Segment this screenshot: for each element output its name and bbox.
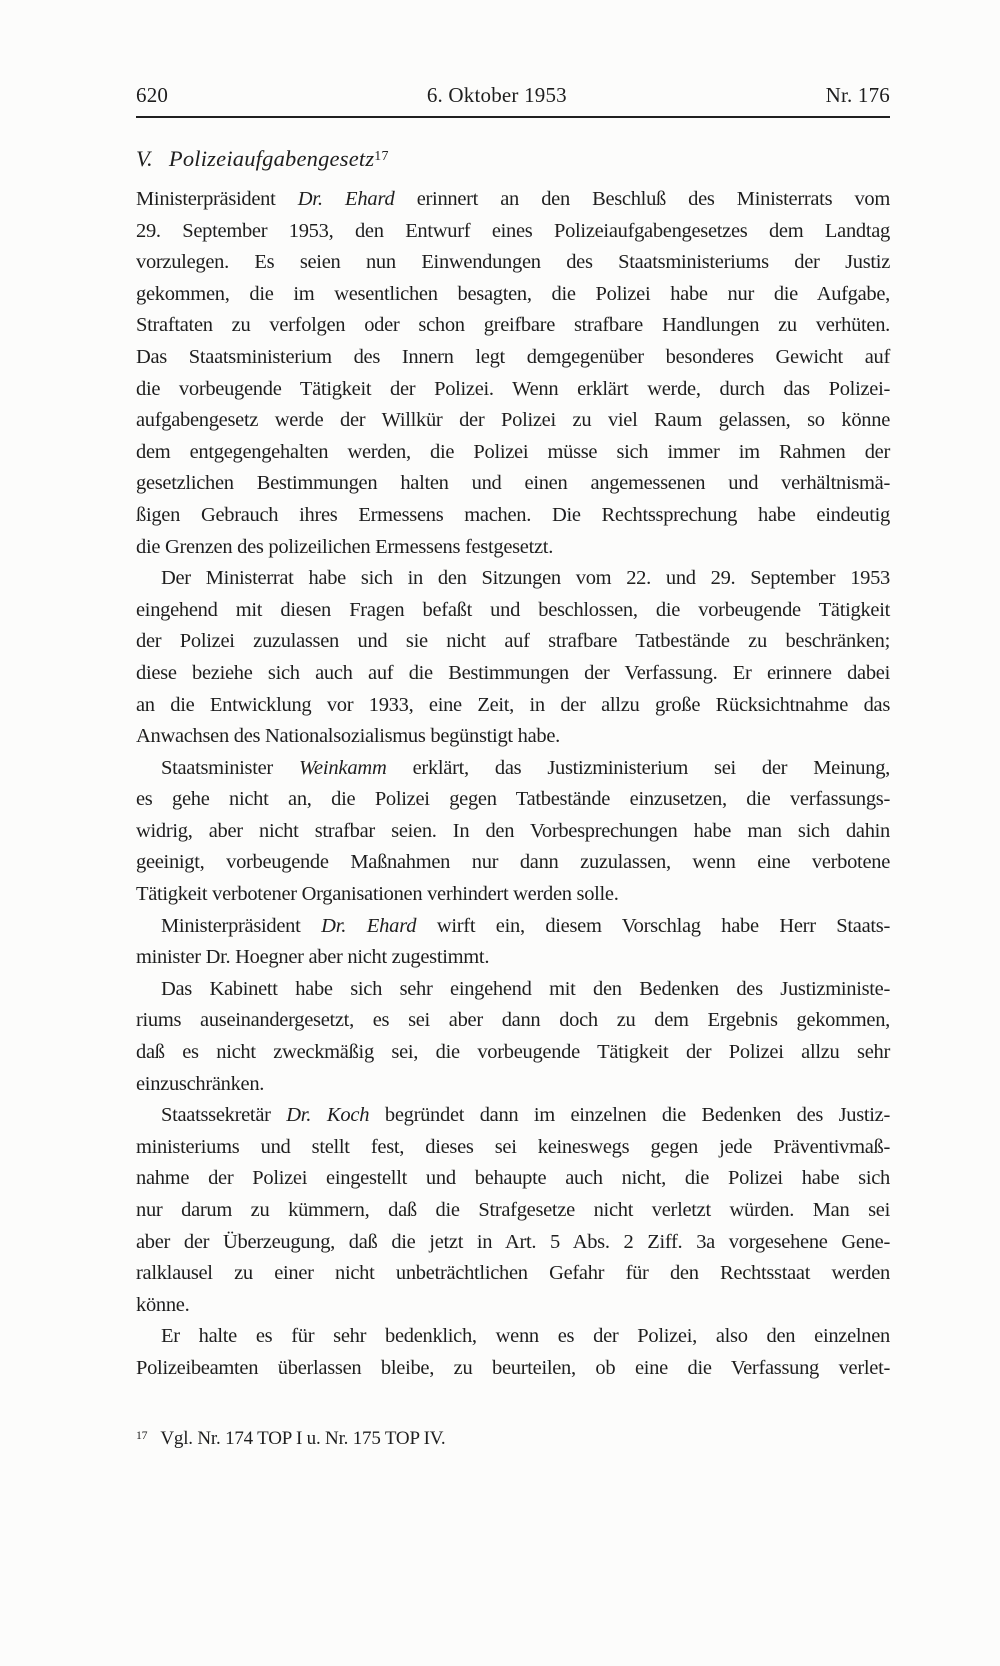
text-line: daß es nicht zweckmäßig sei, die vorbeugende Tätigkeit der Polizei allzu sehr xyxy=(136,1041,890,1064)
text-line: nur darum zu kümmern, daß die Strafgesetze nicht verletzt würden. Man sei xyxy=(136,1199,890,1221)
text-line: eingehend mit diesen Fragen befaßt und beschlossen, die vorbeugende Tätigkeit xyxy=(136,598,890,621)
section-heading xyxy=(136,145,890,173)
text-line: gekommen, die im wesentlichen besagten, die Polizei habe nur die Aufgabe, xyxy=(136,282,890,305)
text-line: der Polizei zuzulassen und sie nicht auf strafbare Tatbestände zu beschränken; xyxy=(136,630,890,653)
text-line: Staatsminister Weinkamm erklärt, das Justizministerium sei der Meinung, xyxy=(161,756,890,779)
text-line: Straftaten zu verfolgen oder schon greifbare strafbare Handlungen zu verhüten. xyxy=(136,314,890,337)
text-line: ßigen Gebrauch ihres Ermessens machen. Die Rechtssprechung habe eindeutig xyxy=(136,503,890,526)
text-line: gesetzlichen Bestimmungen halten und einen angemessenen und verhältnismä- xyxy=(136,472,890,495)
text-line: einzuschränken. xyxy=(136,1072,265,1095)
header-date: 6. Oktober 1953 xyxy=(426,83,567,107)
text-line: geeinigt, vorbeugende Maßnahmen nur dann zuzulassen, wenn eine verbotene xyxy=(136,851,890,874)
page-number: 620 xyxy=(136,83,169,107)
footnote-text: Vgl. Nr. 174 TOP I u. Nr. 175 TOP IV. xyxy=(160,1428,446,1449)
text-line: Tätigkeit verbotener Organisationen verhindert werden solle. xyxy=(136,883,619,906)
paragraph xyxy=(136,1321,890,1384)
footnote-reference: 17 xyxy=(374,148,389,164)
text-line: ministeriums und stellt fest, dieses sei keineswegs gegen jede Präventivmaß- xyxy=(136,1135,890,1158)
text-line: die Grenzen des polizeilichen Ermessens festgesetzt. xyxy=(136,535,554,558)
footnote-marker: 17 xyxy=(136,1428,148,1442)
text-line: Das Staatsministerium des Innern legt demgegenüber besonderes Gewicht auf xyxy=(136,345,890,368)
text-line: Ministerpräsident Dr. Ehard wirft ein, diesem Vorschlag habe Herr Staats- xyxy=(161,914,890,937)
text-line: Das Kabinett habe sich sehr eingehend mit den Bedenken des Justizministe- xyxy=(161,977,890,1000)
issue-number: Nr. 176 xyxy=(825,83,890,107)
text-line: ralklausel zu einer nicht unbeträchtlichen Gefahr für den Rechtsstaat werden xyxy=(136,1262,890,1285)
paragraph xyxy=(136,974,890,1100)
text-line: vorzulegen. Es seien nun Einwendungen des Staatsministeriums der Justiz xyxy=(136,251,890,274)
text-line: Anwachsen des Nationalsozialismus begünstigt habe. xyxy=(136,725,560,748)
section-title: Polizeiaufgabengesetz xyxy=(168,146,375,171)
paragraph xyxy=(136,911,890,974)
text-line: die vorbeugende Tätigkeit der Polizei. Wenn erklärt werde, durch das Polizei- xyxy=(136,377,890,400)
paragraph xyxy=(136,184,890,563)
text-line: riums auseinandergesetzt, es sei aber dann doch zu dem Ergebnis gekommen, xyxy=(136,1009,890,1032)
text-line: Polizeibeamten überlassen bleibe, zu beurteilen, ob eine die Verfassung verlet- xyxy=(136,1356,890,1379)
text-line: minister Dr. Hoegner aber nicht zugestimmt. xyxy=(136,946,490,969)
header-divider xyxy=(136,116,890,118)
text-line: diese beziehe sich auch auf die Bestimmungen der Verfassung. Er erinnere dabei xyxy=(136,661,890,684)
paragraph xyxy=(136,1100,890,1321)
text-line: 29. September 1953, den Entwurf eines Polizeiaufgabengesetzes dem Landtag xyxy=(136,219,890,242)
text-line: nahme der Polizei eingestellt und behaupte auch nicht, die Polizei habe sich xyxy=(136,1167,890,1190)
body-text xyxy=(136,184,890,1385)
text-line: könne. xyxy=(136,1293,190,1316)
text-line: Der Ministerrat habe sich in den Sitzungen vom 22. und 29. September 1953 xyxy=(161,567,890,590)
paragraph xyxy=(136,753,890,911)
text-line: aufgabengesetz werde der Willkür der Polizei zu viel Raum gelassen, so könne xyxy=(136,409,890,432)
section-numeral: V. xyxy=(136,146,153,171)
text-line: es gehe nicht an, die Polizei gegen Tatbestände einzusetzen, die verfassungs- xyxy=(136,788,890,811)
footnote xyxy=(136,1427,890,1451)
text-line: widrig, aber nicht strafbar seien. In den Vorbesprechungen habe man sich dahin xyxy=(136,819,890,842)
text-line: dem entgegengehalten werden, die Polizei müsse sich immer im Rahmen der xyxy=(136,440,890,463)
text-line: Staatssekretär Dr. Koch begründet dann im einzelnen die Bedenken des Justiz- xyxy=(161,1104,891,1127)
text-line: Ministerpräsident Dr. Ehard erinnert an den Beschluß des Ministerrats vom xyxy=(136,188,890,210)
text-line: aber der Überzeugung, daß die jetzt in Art. 5 Abs. 2 Ziff. 3a vorgesehene Gene- xyxy=(136,1230,890,1253)
paragraph xyxy=(136,563,890,753)
text-line: an die Entwicklung vor 1933, eine Zeit, in der allzu große Rücksichtnahme das xyxy=(136,693,890,716)
page-header xyxy=(136,82,890,108)
text-line: Er halte es für sehr bedenklich, wenn es der Polizei, also den einzelnen xyxy=(161,1325,890,1348)
